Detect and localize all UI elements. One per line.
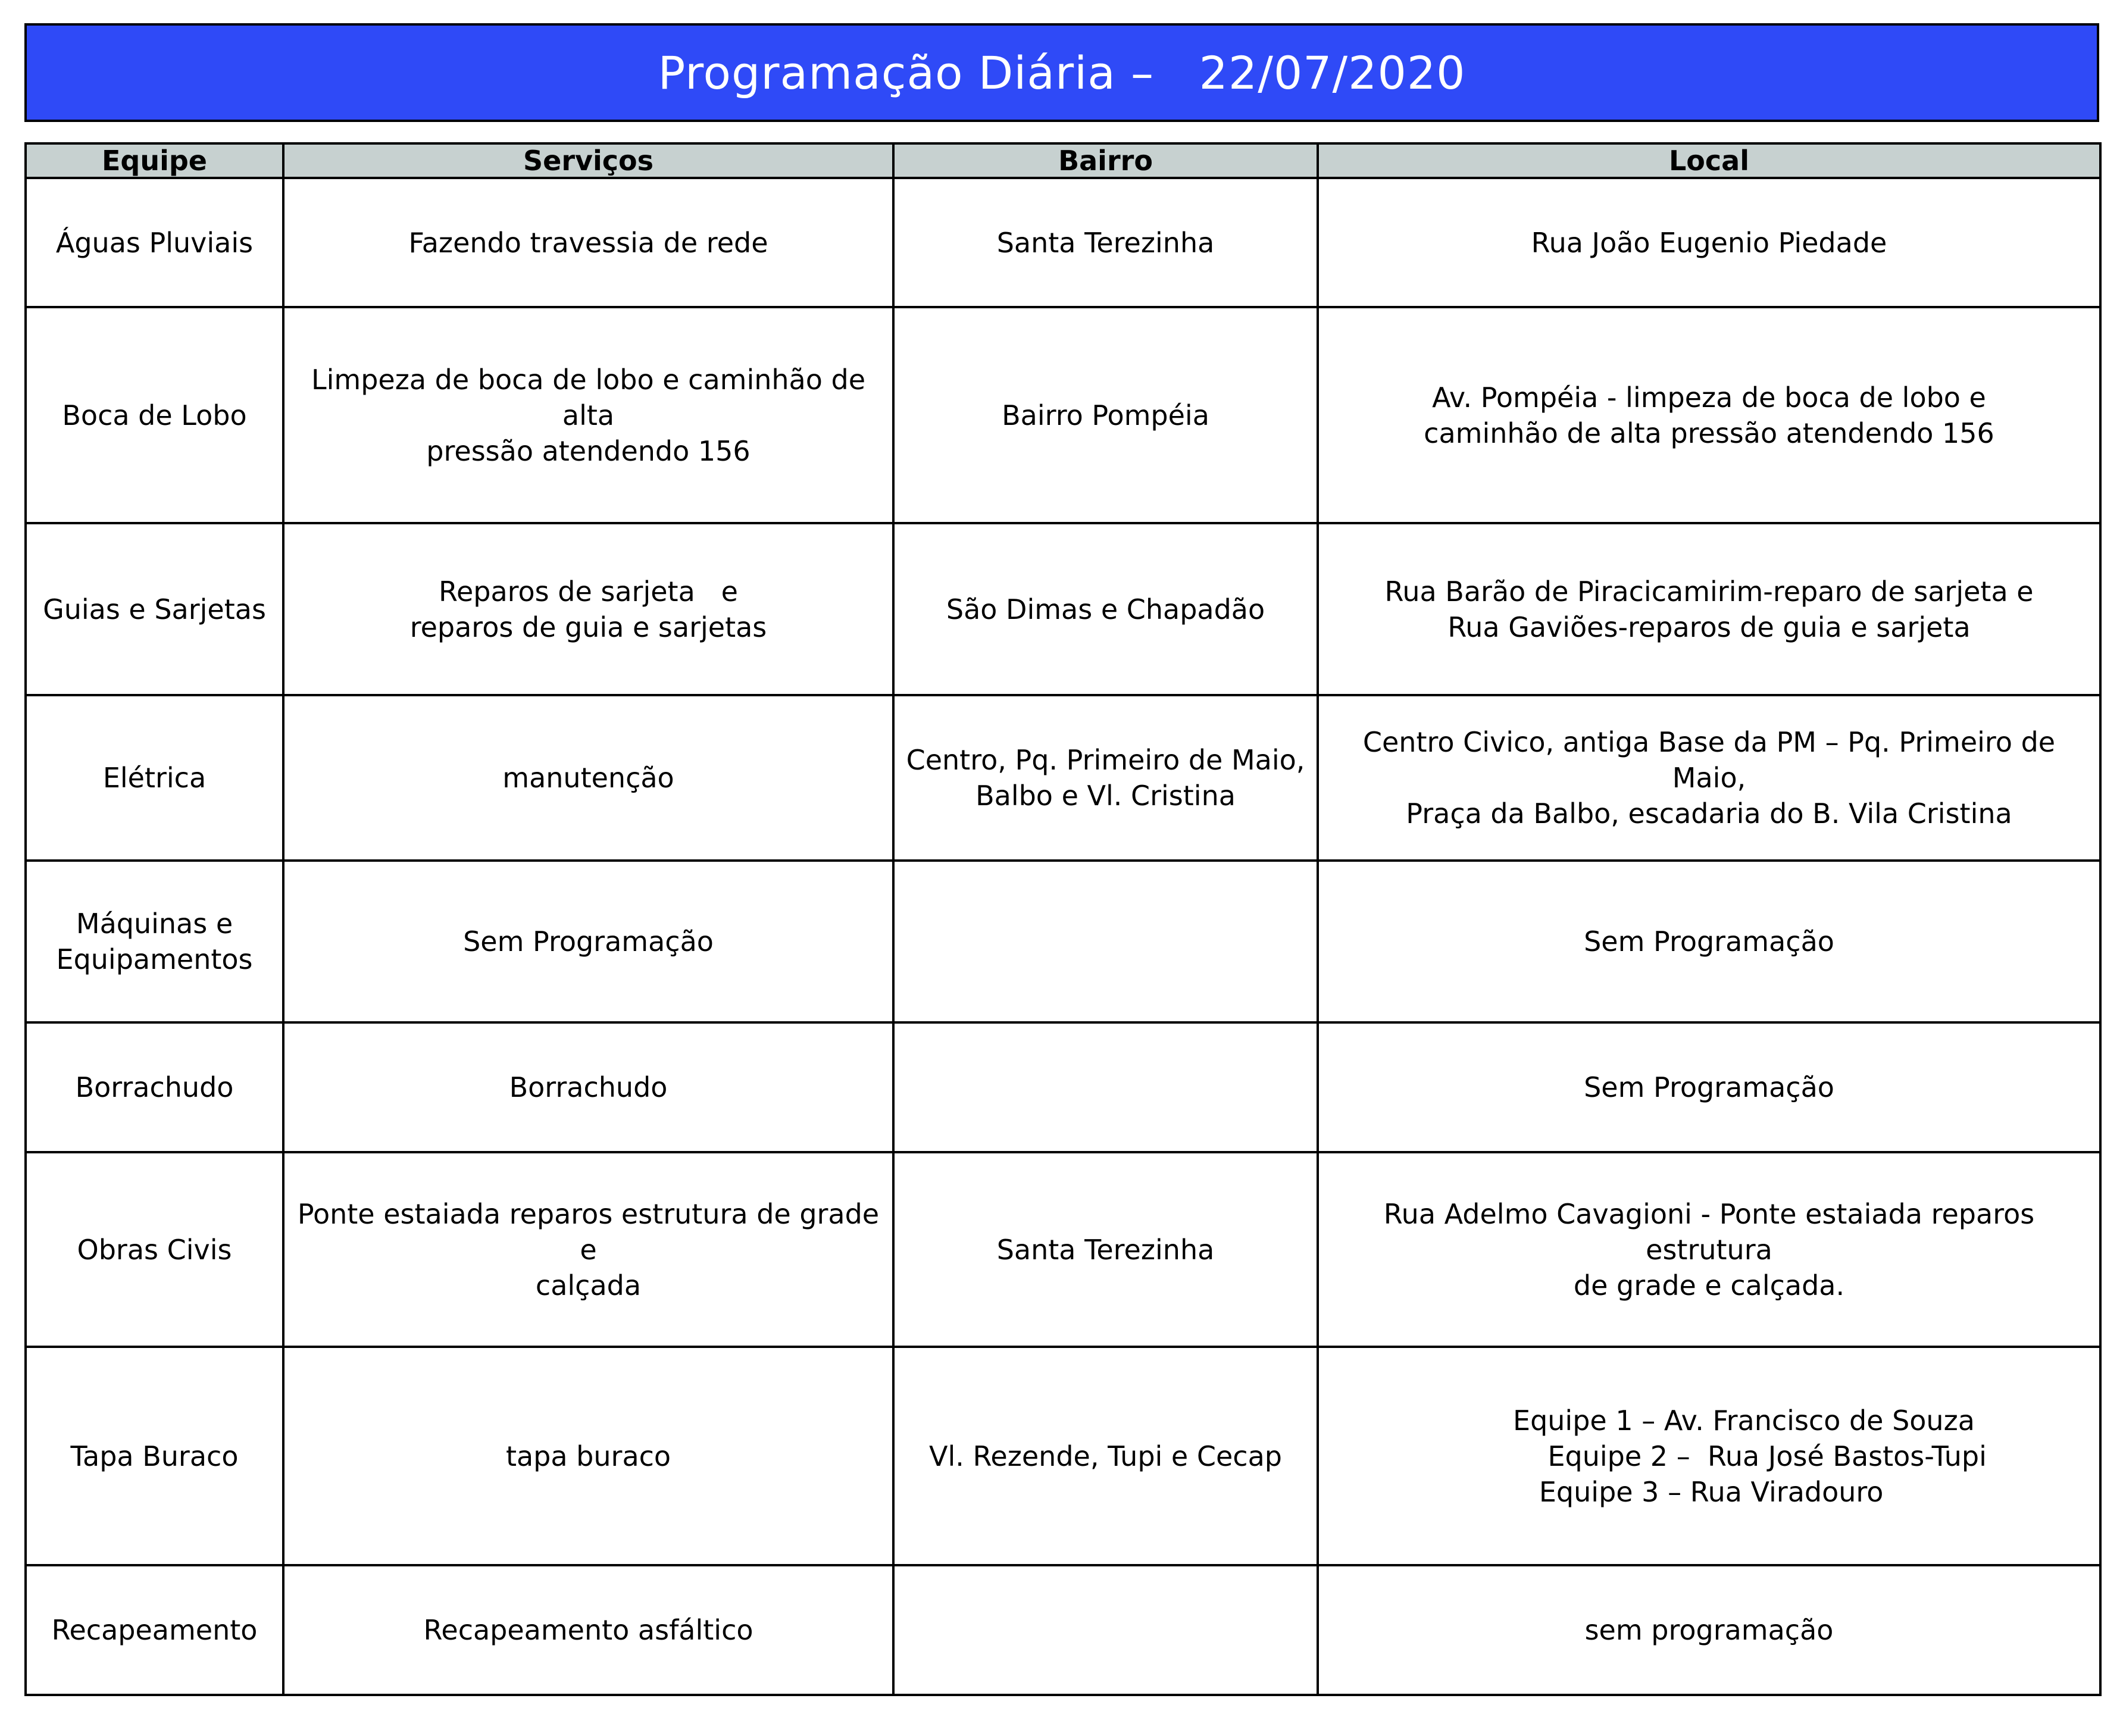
column-header-servicos: Serviços <box>283 143 893 178</box>
table-row <box>26 695 2100 861</box>
column-header-equipe: Equipe <box>26 143 283 178</box>
cell-bairro <box>893 1022 1318 1152</box>
title-date: 22/07/2020 <box>1199 46 1466 99</box>
cell-bairro: Bairro Pompéia <box>893 307 1318 523</box>
local-equipe-line: Equipe 2 – Rua José Bastos-Tupi <box>1513 1440 1987 1472</box>
table-row <box>26 1565 2100 1695</box>
cell-local: Av. Pompéia - limpeza de boca de lobo e caminhão de alta pressão atendendo 156 <box>1318 307 2100 523</box>
cell-servicos: Recapeamento asfáltico <box>283 1565 893 1695</box>
cell-equipe: Águas Pluviais <box>26 178 283 307</box>
page-title <box>24 23 2099 122</box>
cell-local: Sem Programação <box>1318 1022 2100 1152</box>
cell-equipe: Recapeamento <box>26 1565 283 1695</box>
cell-local <box>1318 1347 2100 1565</box>
table-row <box>26 1022 2100 1152</box>
table-row <box>26 523 2100 695</box>
local-equipe-line: Equipe 1 – Av. Francisco de Souza <box>1513 1404 1975 1437</box>
cell-local: sem programação <box>1318 1565 2100 1695</box>
table-row <box>26 178 2100 307</box>
table-row <box>26 307 2100 523</box>
cell-local: Rua Barão de Piracicamirim-reparo de sarjeta e Rua Gaviões-reparos de guia e sarjeta <box>1318 523 2100 695</box>
cell-servicos: Borrachudo <box>283 1022 893 1152</box>
table-row <box>26 861 2100 1022</box>
local-equipe-line: Equipe 3 – Rua Viradouro <box>1513 1475 1884 1508</box>
cell-bairro: Vl. Rezende, Tupi e Cecap <box>893 1347 1318 1565</box>
cell-bairro: São Dimas e Chapadão <box>893 523 1318 695</box>
cell-bairro: Santa Terezinha <box>893 178 1318 307</box>
cell-equipe: Máquinas e Equipamentos <box>26 861 283 1022</box>
cell-servicos: Limpeza de boca de lobo e caminhão de alta pressão atendendo 156 <box>283 307 893 523</box>
table-row <box>26 1347 2100 1565</box>
cell-servicos: Fazendo travessia de rede <box>283 178 893 307</box>
column-header-local: Local <box>1318 143 2100 178</box>
cell-equipe: Guias e Sarjetas <box>26 523 283 695</box>
cell-equipe: Borrachudo <box>26 1022 283 1152</box>
cell-servicos: Sem Programação <box>283 861 893 1022</box>
cell-equipe: Tapa Buraco <box>26 1347 283 1565</box>
cell-bairro <box>893 1565 1318 1695</box>
cell-local: Sem Programação <box>1318 861 2100 1022</box>
column-header-bairro: Bairro <box>893 143 1318 178</box>
cell-servicos: manutenção <box>283 695 893 861</box>
cell-local: Centro Civico, antiga Base da PM – Pq. Primeiro de Maio, Praça da Balbo, escadaria do B. Vila Cristina <box>1318 695 2100 861</box>
title-label: Programação Diária – <box>658 46 1155 99</box>
header-row <box>26 143 2100 178</box>
table-row <box>26 1152 2100 1347</box>
cell-bairro <box>893 861 1318 1022</box>
cell-servicos: tapa buraco <box>283 1347 893 1565</box>
cell-equipe: Elétrica <box>26 695 283 861</box>
schedule-table <box>24 142 2102 1696</box>
cell-bairro: Centro, Pq. Primeiro de Maio, Balbo e Vl. Cristina <box>893 695 1318 861</box>
cell-servicos: Reparos de sarjeta e reparos de guia e sarjetas <box>283 523 893 695</box>
cell-equipe: Obras Civis <box>26 1152 283 1347</box>
cell-bairro: Santa Terezinha <box>893 1152 1318 1347</box>
cell-local: Rua Adelmo Cavagioni - Ponte estaiada reparos estrutura de grade e calçada. <box>1318 1152 2100 1347</box>
cell-servicos: Ponte estaiada reparos estrutura de grade e calçada <box>283 1152 893 1347</box>
cell-equipe: Boca de Lobo <box>26 307 283 523</box>
cell-local: Rua João Eugenio Piedade <box>1318 178 2100 307</box>
